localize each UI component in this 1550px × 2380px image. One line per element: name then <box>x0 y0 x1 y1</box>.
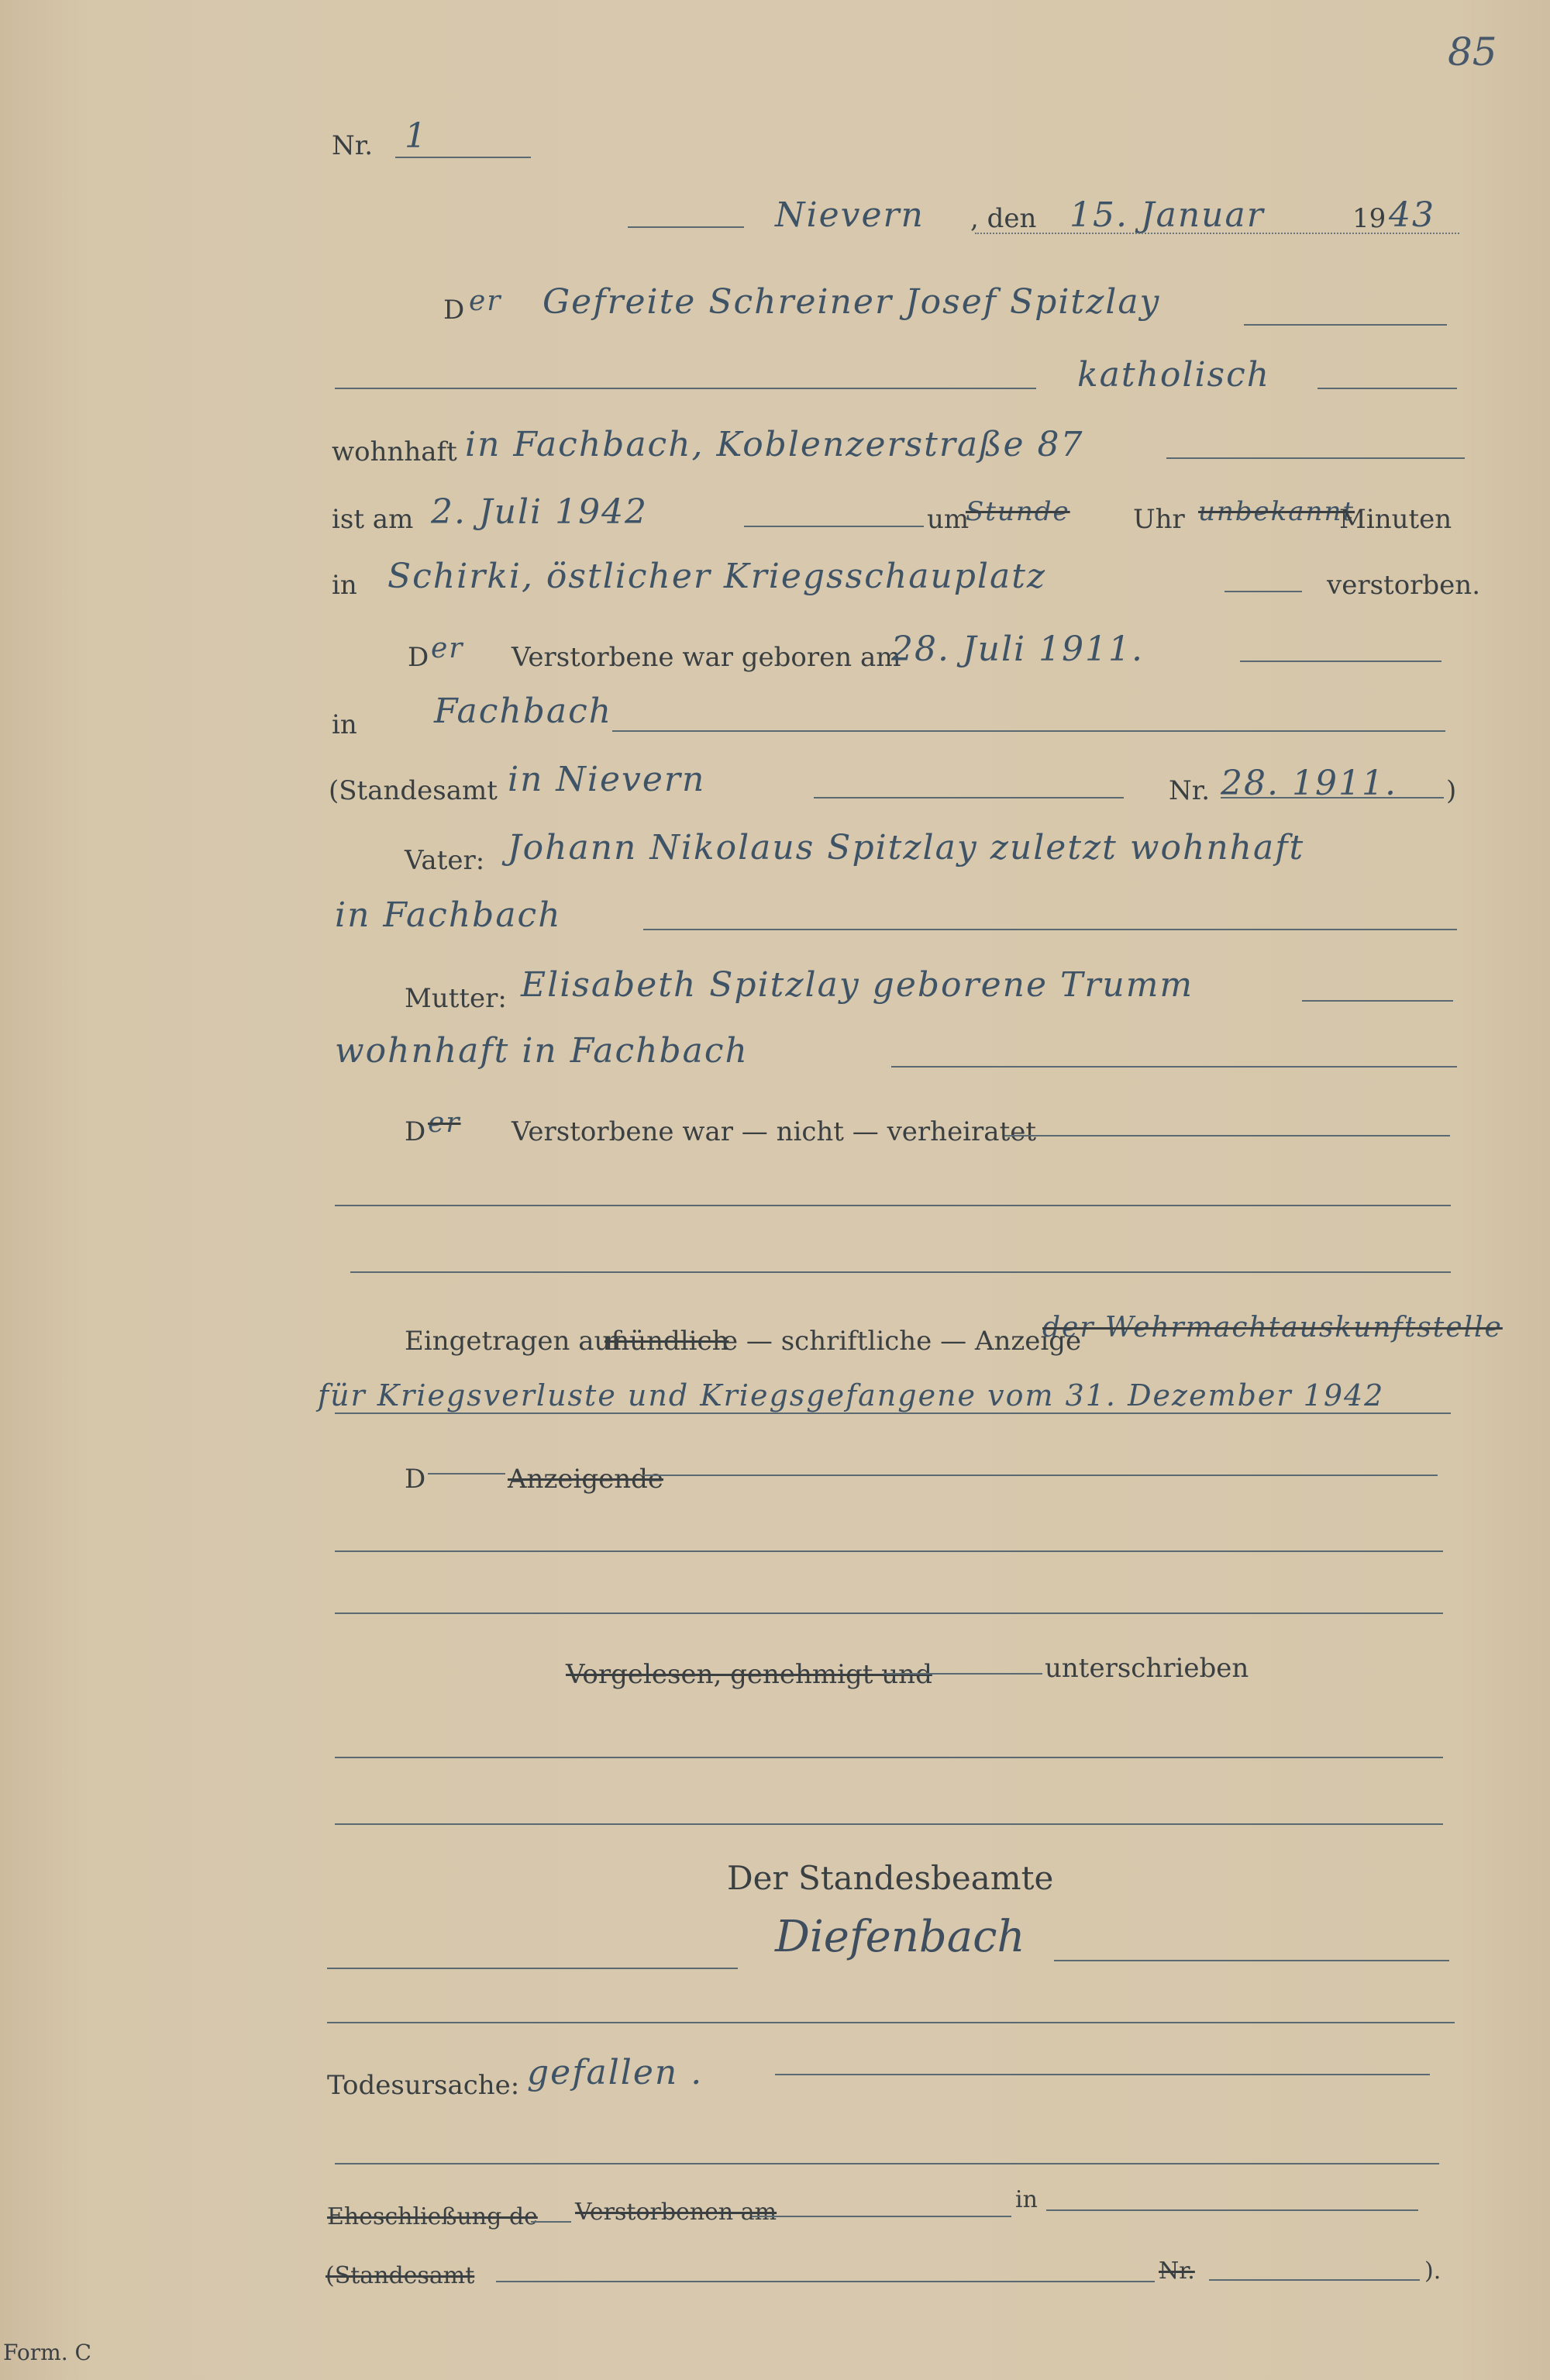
registry-date: 15. Januar <box>1070 195 1265 235</box>
marital-prefix: D <box>405 1116 426 1147</box>
died-date: 2. Juli 1942 <box>431 492 649 532</box>
nr-label: Nr. <box>332 130 374 161</box>
father-line1: Johann Nikolaus Spitzlay zuletzt wohnhaft <box>508 828 1305 867</box>
registered-struck: mündlich <box>604 1326 729 1357</box>
form-id: Form. C <box>3 2340 91 2365</box>
signature-line-left <box>327 1968 738 1969</box>
birth-prefix-hw: er <box>431 633 464 664</box>
deceased-prefix-hw: er <box>469 285 502 317</box>
read-strike-line <box>884 1673 1042 1675</box>
father-line2: in Fachbach <box>335 895 562 935</box>
mother-line <box>891 1066 1457 1068</box>
marriage-place-line <box>1046 2209 1418 2211</box>
residence-line <box>1166 457 1465 459</box>
time-minutes: unbekannt <box>1198 496 1355 527</box>
read-struck: Vorgelesen, genehmigt und <box>566 1659 932 1690</box>
father-label: Vater: <box>405 845 485 876</box>
religion-line <box>1318 388 1457 389</box>
time-hour: Stunde <box>966 496 1070 527</box>
year-suffix: 43 <box>1389 195 1435 235</box>
time-minuten: Minuten <box>1339 504 1452 535</box>
death-place-line <box>1224 591 1302 592</box>
cause-label: Todesursache: <box>327 2070 520 2101</box>
place-label: in <box>332 570 357 601</box>
registrar-signature: Diefenbach <box>775 1912 1025 1962</box>
death-place: Schirki, östlicher Kriegsschauplatz <box>388 557 1047 596</box>
standesamt2-nr-label: Nr. <box>1159 2258 1195 2285</box>
marriage-date-line <box>752 2216 1011 2217</box>
name-line-2 <box>335 388 1036 389</box>
registered-label: Eingetragen auf <box>405 1326 622 1357</box>
birth-place: Fachbach <box>434 692 613 731</box>
marriage-strike-line <box>531 2221 571 2223</box>
deceased-name: Gefreite Schreiner Josef Spitzlay <box>542 282 1161 322</box>
signature-line-right <box>1054 1960 1449 1961</box>
marriage-label-b: Verstorbenen am <box>575 2199 777 2226</box>
marriage-in-label: in <box>1015 2186 1038 2213</box>
informant-line <box>643 1475 1438 1476</box>
standesamt-label: (Standesamt <box>329 775 498 806</box>
birth-in-label: in <box>332 709 357 740</box>
blank-line-5 <box>335 1757 1443 1758</box>
den-label: , den <box>970 203 1037 234</box>
marriage-label-a: Eheschließung de <box>327 2203 538 2230</box>
registrar-title: Der Standesbeamte <box>727 1859 1054 1897</box>
birth-label: Verstorbene war geboren am <box>512 642 901 673</box>
birth-date: 28. Juli 1911. <box>891 629 1145 669</box>
date-line <box>975 233 1459 234</box>
registered-line <box>335 1412 1451 1414</box>
residence: in Fachbach, Koblenzerstraße 87 <box>465 425 1084 464</box>
page-number: 85 <box>1448 29 1497 74</box>
standesamt2-close: ). <box>1424 2258 1442 2285</box>
blank-line-2 <box>350 1271 1451 1273</box>
mother-line1: Elisabeth Spitzlay geborene Trumm <box>521 965 1194 1005</box>
time-uhr: Uhr <box>1133 504 1185 535</box>
birth-nr-line <box>1221 797 1444 799</box>
cause-value: gefallen . <box>527 2053 704 2092</box>
standesamt-line <box>814 797 1124 799</box>
blank-line-6 <box>335 1823 1443 1825</box>
birth-line <box>1240 661 1442 662</box>
verstorben-label: verstorben. <box>1327 570 1481 601</box>
religion: katholisch <box>1077 355 1271 395</box>
standesamt2-label: (Standesamt <box>326 2262 475 2289</box>
mother-label: Mutter: <box>405 983 507 1014</box>
residence-label: wohnhaft <box>332 436 457 467</box>
birth-place-line <box>612 730 1445 732</box>
standesamt-value: in Nievern <box>508 760 706 799</box>
time-um: um <box>927 504 970 535</box>
informant-strike-line <box>428 1473 505 1475</box>
mother-line-end <box>1302 1000 1453 1002</box>
nr-value: 1 <box>405 116 428 156</box>
blank-line-7 <box>335 2163 1439 2164</box>
cause-line <box>775 2074 1430 2075</box>
died-label: ist am <box>332 504 414 535</box>
standesamt2-nr-line <box>1209 2279 1420 2281</box>
blank-line-1 <box>335 1205 1451 1206</box>
nr-line <box>395 157 531 158</box>
died-line <box>744 526 924 527</box>
deceased-prefix: D <box>443 295 465 326</box>
read-text: unterschrieben <box>1045 1653 1249 1684</box>
blank-line-3 <box>335 1550 1443 1552</box>
marital-line <box>1004 1135 1450 1137</box>
name-line-end <box>1244 324 1447 326</box>
father-line <box>643 929 1457 930</box>
year-prefix: 19 <box>1352 203 1386 234</box>
birth-prefix: D <box>408 642 429 673</box>
signature-line-2 <box>327 2022 1455 2023</box>
registered-rest: e — schriftliche — Anzeige <box>722 1326 1082 1357</box>
registry-place: Nievern <box>775 195 925 235</box>
marital-prefix-hw: er <box>428 1107 461 1139</box>
registered-line1: der Wehrmachtauskunftstelle <box>1042 1312 1503 1343</box>
birth-nr-label: Nr. <box>1169 775 1211 806</box>
blank-line-4 <box>335 1613 1443 1614</box>
informant-prefix: D <box>405 1464 426 1495</box>
marital-text: Verstorbene war — nicht — verheiratet <box>512 1116 1037 1147</box>
registered-line2: für Kriegsverluste und Kriegsgefangene vom 31. Dezember 1942 <box>318 1378 1385 1412</box>
mother-line2: wohnhaft in Fachbach <box>335 1031 749 1071</box>
birth-nr: 28. 1911. <box>1221 764 1397 803</box>
informant-label: Anzeigende <box>508 1464 664 1495</box>
birth-close: ) <box>1446 775 1457 806</box>
standesamt2-line <box>496 2281 1155 2282</box>
place-leading-line <box>628 226 744 228</box>
